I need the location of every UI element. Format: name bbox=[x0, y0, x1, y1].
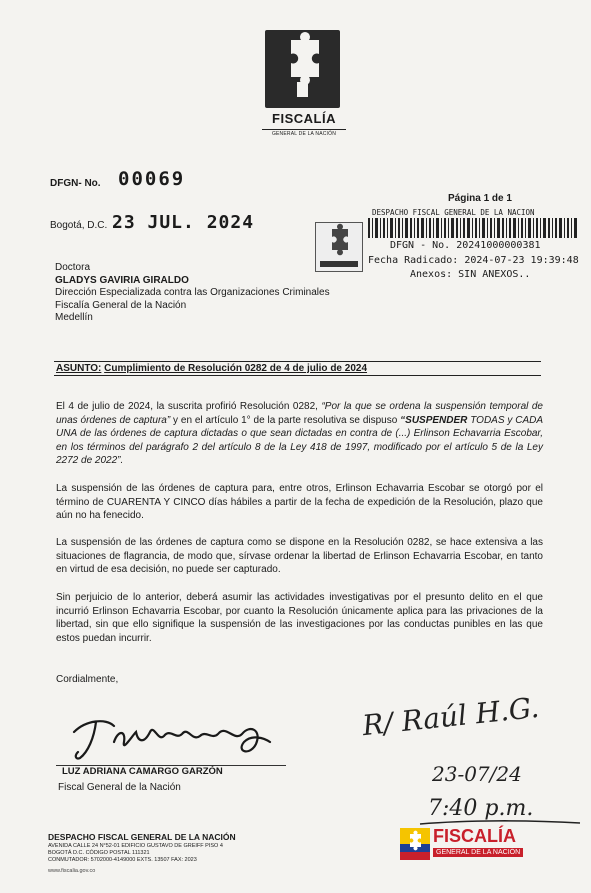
logo-subtitle: GENERAL DE LA NACIÓN bbox=[262, 129, 346, 137]
footer-phone: CONMUTADOR: 5702000-4149000 EXTS. 13507 FAX: 2023 bbox=[48, 857, 197, 863]
signer-name: LUZ ADRIANA CAMARGO GARZÓN bbox=[62, 766, 223, 777]
handwritten-underline bbox=[418, 818, 583, 826]
handwritten-received: R/ Raúl H.G. bbox=[360, 690, 541, 743]
closing: Cordialmente, bbox=[56, 674, 119, 685]
city: Bogotá, D.C. bbox=[50, 220, 108, 231]
signer-role: Fiscal General de la Nación bbox=[58, 782, 181, 793]
puzzle-icon bbox=[265, 30, 340, 108]
stamp-filing-date: Fecha Radicado: 2024-07-23 19:39:48 bbox=[368, 255, 579, 266]
p1-text: y en el artículo 1° de la parte resolutiva se dispuso bbox=[170, 414, 401, 426]
footer-brand-sub: GENERAL DE LA NACIÓN bbox=[433, 848, 523, 857]
logo-wordmark: FISCALÍA bbox=[272, 111, 336, 126]
p1-quote: “Por la que se ordena la suspensión temporal de unas órdenes de captura” bbox=[56, 401, 543, 426]
paragraph-1 bbox=[56, 400, 543, 468]
reference-label: DFGN- No. bbox=[50, 178, 101, 189]
handwritten-date: 23-07/24 bbox=[432, 762, 522, 786]
handwritten-time: 7:40 p.m. bbox=[428, 796, 534, 821]
footer-office: DESPACHO FISCAL GENERAL DE LA NACIÓN bbox=[48, 832, 236, 842]
p1-suspender: SUSPENDER bbox=[405, 414, 468, 426]
reference-number: 00069 bbox=[118, 168, 186, 190]
barcode bbox=[368, 218, 578, 238]
fiscalia-logo bbox=[265, 30, 340, 108]
recipient-salutation: Doctora bbox=[55, 262, 91, 273]
recipient-block bbox=[55, 262, 330, 325]
p1-quote-open: “ bbox=[400, 414, 406, 426]
footer-address: AVENIDA CALLE 24 N°52-01 EDIFICIO GUSTAVO DE GREIFF PISO 4 bbox=[48, 843, 223, 849]
stamp-office: DESPACHO FISCAL GENERAL DE LA NACION bbox=[372, 208, 535, 217]
subject-text: Cumplimiento de Resolución 0282 de 4 de julio de 2024 bbox=[104, 363, 368, 374]
document-date: 23 JUL. 2024 bbox=[112, 212, 255, 233]
signature bbox=[66, 712, 281, 762]
flag-puzzle-icon bbox=[400, 828, 430, 860]
p1-text: El 4 de julio de 2024, la suscrita profirió Resolución 0282, bbox=[56, 401, 322, 412]
stamp-annexes: Anexos: SIN ANEXOS.. bbox=[410, 269, 531, 280]
footer-city: BOGOTÁ D.C. CÓDIGO POSTAL 111321 bbox=[48, 850, 150, 856]
recipient-line: Medellín bbox=[55, 312, 93, 324]
page-indicator: Página 1 de 1 bbox=[448, 193, 512, 204]
stamp-filing-number: DFGN - No. 20241000000381 bbox=[390, 240, 541, 251]
subject-line bbox=[54, 361, 541, 376]
subject-label: ASUNTO: bbox=[56, 363, 102, 374]
recipient-line: Fiscalía General de la Nación bbox=[55, 299, 187, 311]
paragraph-2: La suspensión de las órdenes de captura para, entre otros, Erlinson Echavarria Escobar se otorgó por el término de CUARENTA Y CINCO días hábiles a partir de la fecha de expedición de la Resolución, plazo que aún no ha fenecido. bbox=[56, 483, 543, 522]
footer-website: www.fiscalia.gov.co bbox=[48, 868, 96, 874]
footer-brand-word: FISCALÍA bbox=[433, 826, 516, 846]
paragraph-4: Sin perjuicio de lo anterior, deberá asumir las actividades investigativas por el presunto delito en el que incurrió Erlinson Echavarria Escobar, por cuanto la Resolución únicamente aplica para las privaciones de la libertad, sin que ello signifique la suspensión de las investigaciones por las conductas punibles en las que estos puedan incurrir. bbox=[56, 592, 543, 644]
recipient-name: GLADYS GAVIRIA GIRALDO bbox=[55, 274, 189, 286]
recipient-line: Dirección Especializada contra las Organizaciones Criminales bbox=[55, 287, 330, 299]
paragraph-3: La suspensión de las órdenes de captura como se dispone en la Resolución 0282, se hace extensiva a las situaciones de flagrancia, de modo que, sírvase ordenar la libertad de Erlinson Echavarria Escobar, en tanto en virtud de esa decisión, no puede ser capturado. bbox=[56, 537, 543, 576]
p1-quote-rest: TODAS y CADA UNA de las órdenes de captura dictadas o que sean dictadas en contra de (...) Erlinson Echavarria Escobar, en los términos del parágrafo 2 del artículo 8 de la Ley 418 de 1997, modificado por el artículo 5 de la Ley 2272 de 2022”. bbox=[56, 414, 544, 467]
